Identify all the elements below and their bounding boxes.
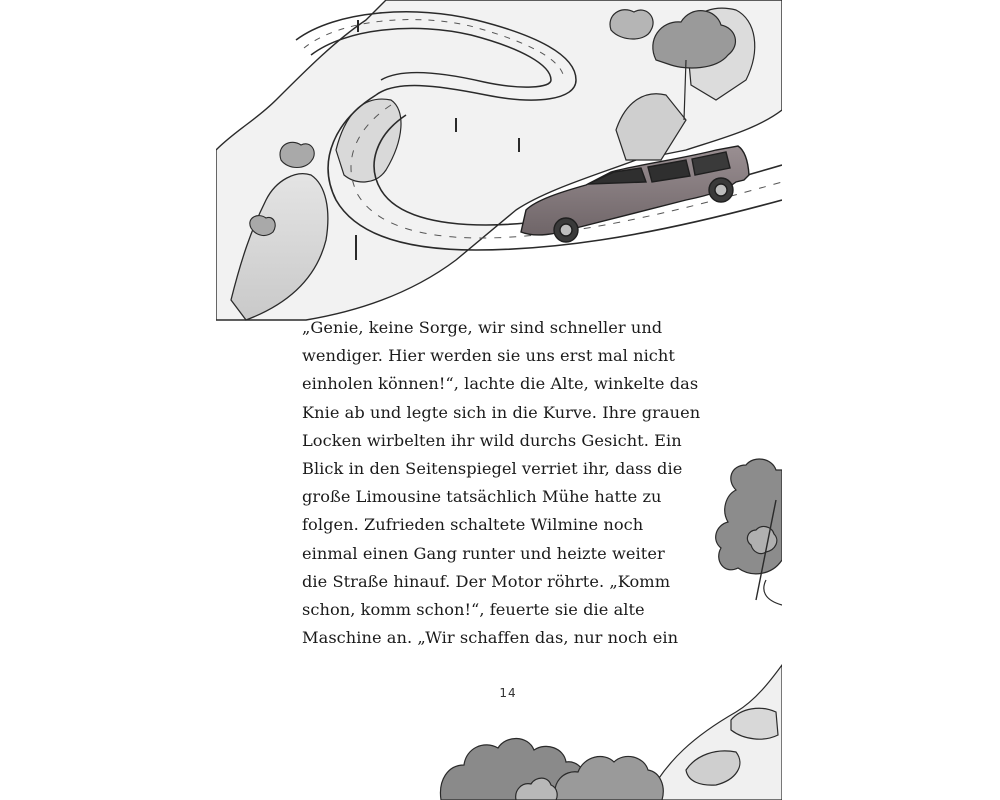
paragraph-line: Locken wirbelten ihr wild durchs Gesicht. Ein — [302, 430, 682, 450]
paragraph-line: Knie ab und legte sich in die Kurve. Ihre grauen — [302, 402, 701, 422]
paragraph-line: Blick in den Seitenspiegel verriet ihr, dass die — [302, 459, 683, 479]
story-paragraph — [302, 314, 701, 652]
page-number: 14 — [499, 686, 517, 700]
paragraph-line: die Straße hinauf. Der Motor röhrte. „Komm — [302, 571, 671, 591]
paragraph-line: Maschine an. „Wir schaffen das, nur noch ein — [302, 628, 679, 648]
book-page — [216, 0, 782, 800]
paragraph-line: folgen. Zufrieden schaltete Wilmine noch — [302, 515, 644, 535]
paragraph-line: einmal einen Gang runter und heizte weiter — [302, 543, 665, 563]
paragraph-line: große Limousine tatsächlich Mühe hatte zu — [302, 487, 662, 507]
paragraph-line: „Genie, keine Sorge, wir sind schneller und — [302, 318, 663, 337]
illustration-mountain-road — [216, 0, 782, 330]
paragraph-line: schon, komm schon!“, feuerte sie die alte — [302, 600, 645, 620]
paragraph-line: einholen können!“, lachte die Alte, winkelte das — [302, 374, 699, 394]
paragraph-line: wendiger. Hier werden sie uns erst mal nicht — [302, 346, 675, 366]
